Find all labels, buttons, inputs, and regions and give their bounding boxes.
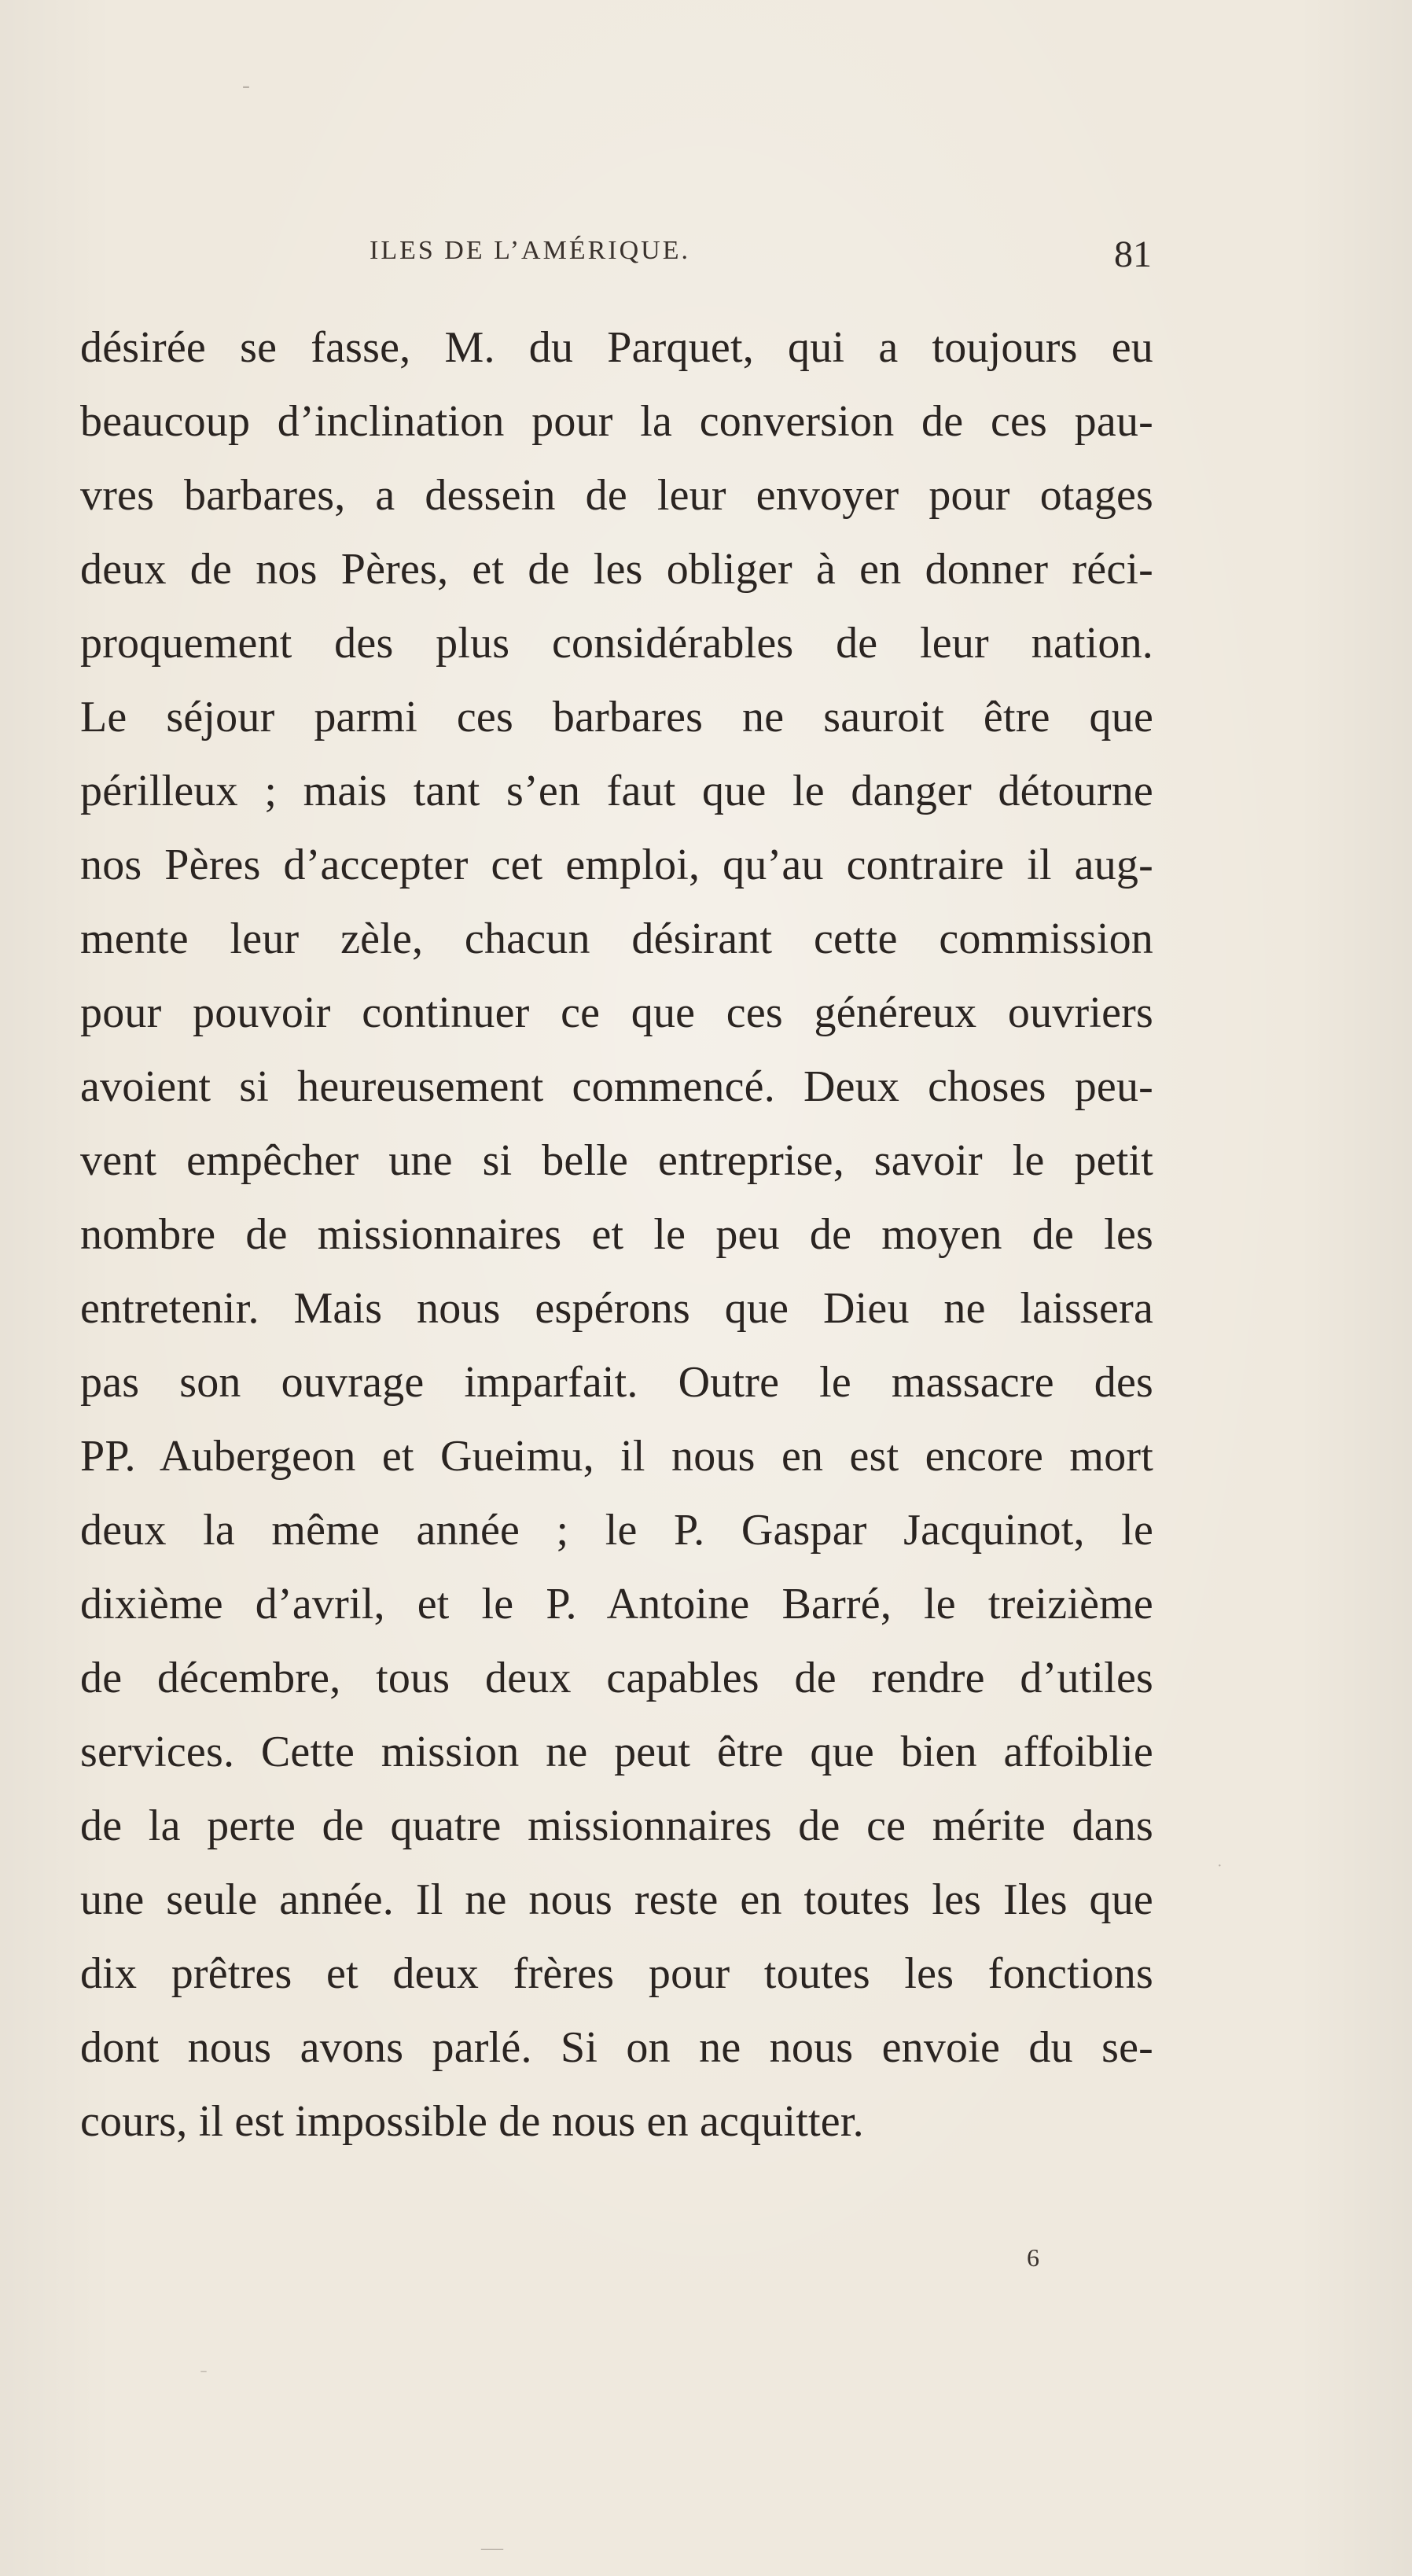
text-line: mente leur zèle, chacun désirant cette commission [80, 914, 1153, 963]
text-line: une seule année. Il ne nous reste en toutes les Iles que [80, 1875, 1153, 1924]
text-line: entretenir. Mais nous espérons que Dieu ne laissera [80, 1284, 1153, 1333]
paper-speck: · [1217, 1857, 1223, 1875]
text-line: dixième d’avril, et le P. Antoine Barré, le treizième [80, 1580, 1153, 1628]
text-line: deux de nos Pères, et de les obliger à en donner réci- [80, 545, 1153, 594]
text-line: dont nous avons parlé. Si on ne nous envoie du se- [80, 2023, 1153, 2072]
text-line: nombre de missionnaires et le peu de moyen de les [80, 1210, 1153, 1259]
text-line: deux la même année ; le P. Gaspar Jacquinot, le [80, 1506, 1153, 1555]
text-line: pas son ouvrage imparfait. Outre le massacre des [80, 1358, 1153, 1407]
text-line: Le séjour parmi ces barbares ne sauroit être que [80, 693, 1153, 742]
text-line: dix prêtres et deux frères pour toutes les fonctions [80, 1949, 1153, 1998]
text-line: nos Pères d’accepter cet emploi, qu’au contraire il aug- [80, 841, 1153, 889]
text-line: services. Cette mission ne peut être que bien affoiblie [80, 1728, 1153, 1776]
paper-speck: ˉ [200, 2367, 207, 2387]
text-line-last: cours, il est impossible de nous en acquitter. [80, 2097, 864, 2146]
text-line: de la perte de quatre missionnaires de ce mérite dans [80, 1801, 1153, 1850]
running-head: ILES DE L’AMÉRIQUE. [370, 236, 690, 265]
page-number: 81 [1114, 234, 1152, 275]
text-line: avoient si heureusement commencé. Deux choses peu- [80, 1062, 1153, 1111]
text-line: vent empêcher une si belle entreprise, savoir le petit [80, 1136, 1153, 1185]
text-line: périlleux ; mais tant s’en faut que le danger détourne [80, 767, 1153, 815]
text-line: de décembre, tous deux capables de rendre d’utiles [80, 1654, 1153, 1702]
text-line: désirée se fasse, M. du Parquet, qui a toujours eu [80, 323, 1153, 372]
paper-speck: — [481, 2536, 503, 2560]
text-line: PP. Aubergeon et Gueimu, il nous en est encore mort [80, 1432, 1153, 1481]
text-line: proquement des plus considérables de leur nation. [80, 619, 1153, 668]
text-line: beaucoup d’inclination pour la conversion de ces pau- [80, 397, 1153, 446]
text-line: vres barbares, a dessein de leur envoyer pour otages [80, 471, 1153, 520]
signature-mark: 6 [1027, 2243, 1039, 2272]
paper-speck: - [242, 72, 250, 98]
body-text [80, 311, 1153, 2158]
text-line: pour pouvoir continuer ce que ces généreux ouvriers [80, 988, 1153, 1037]
